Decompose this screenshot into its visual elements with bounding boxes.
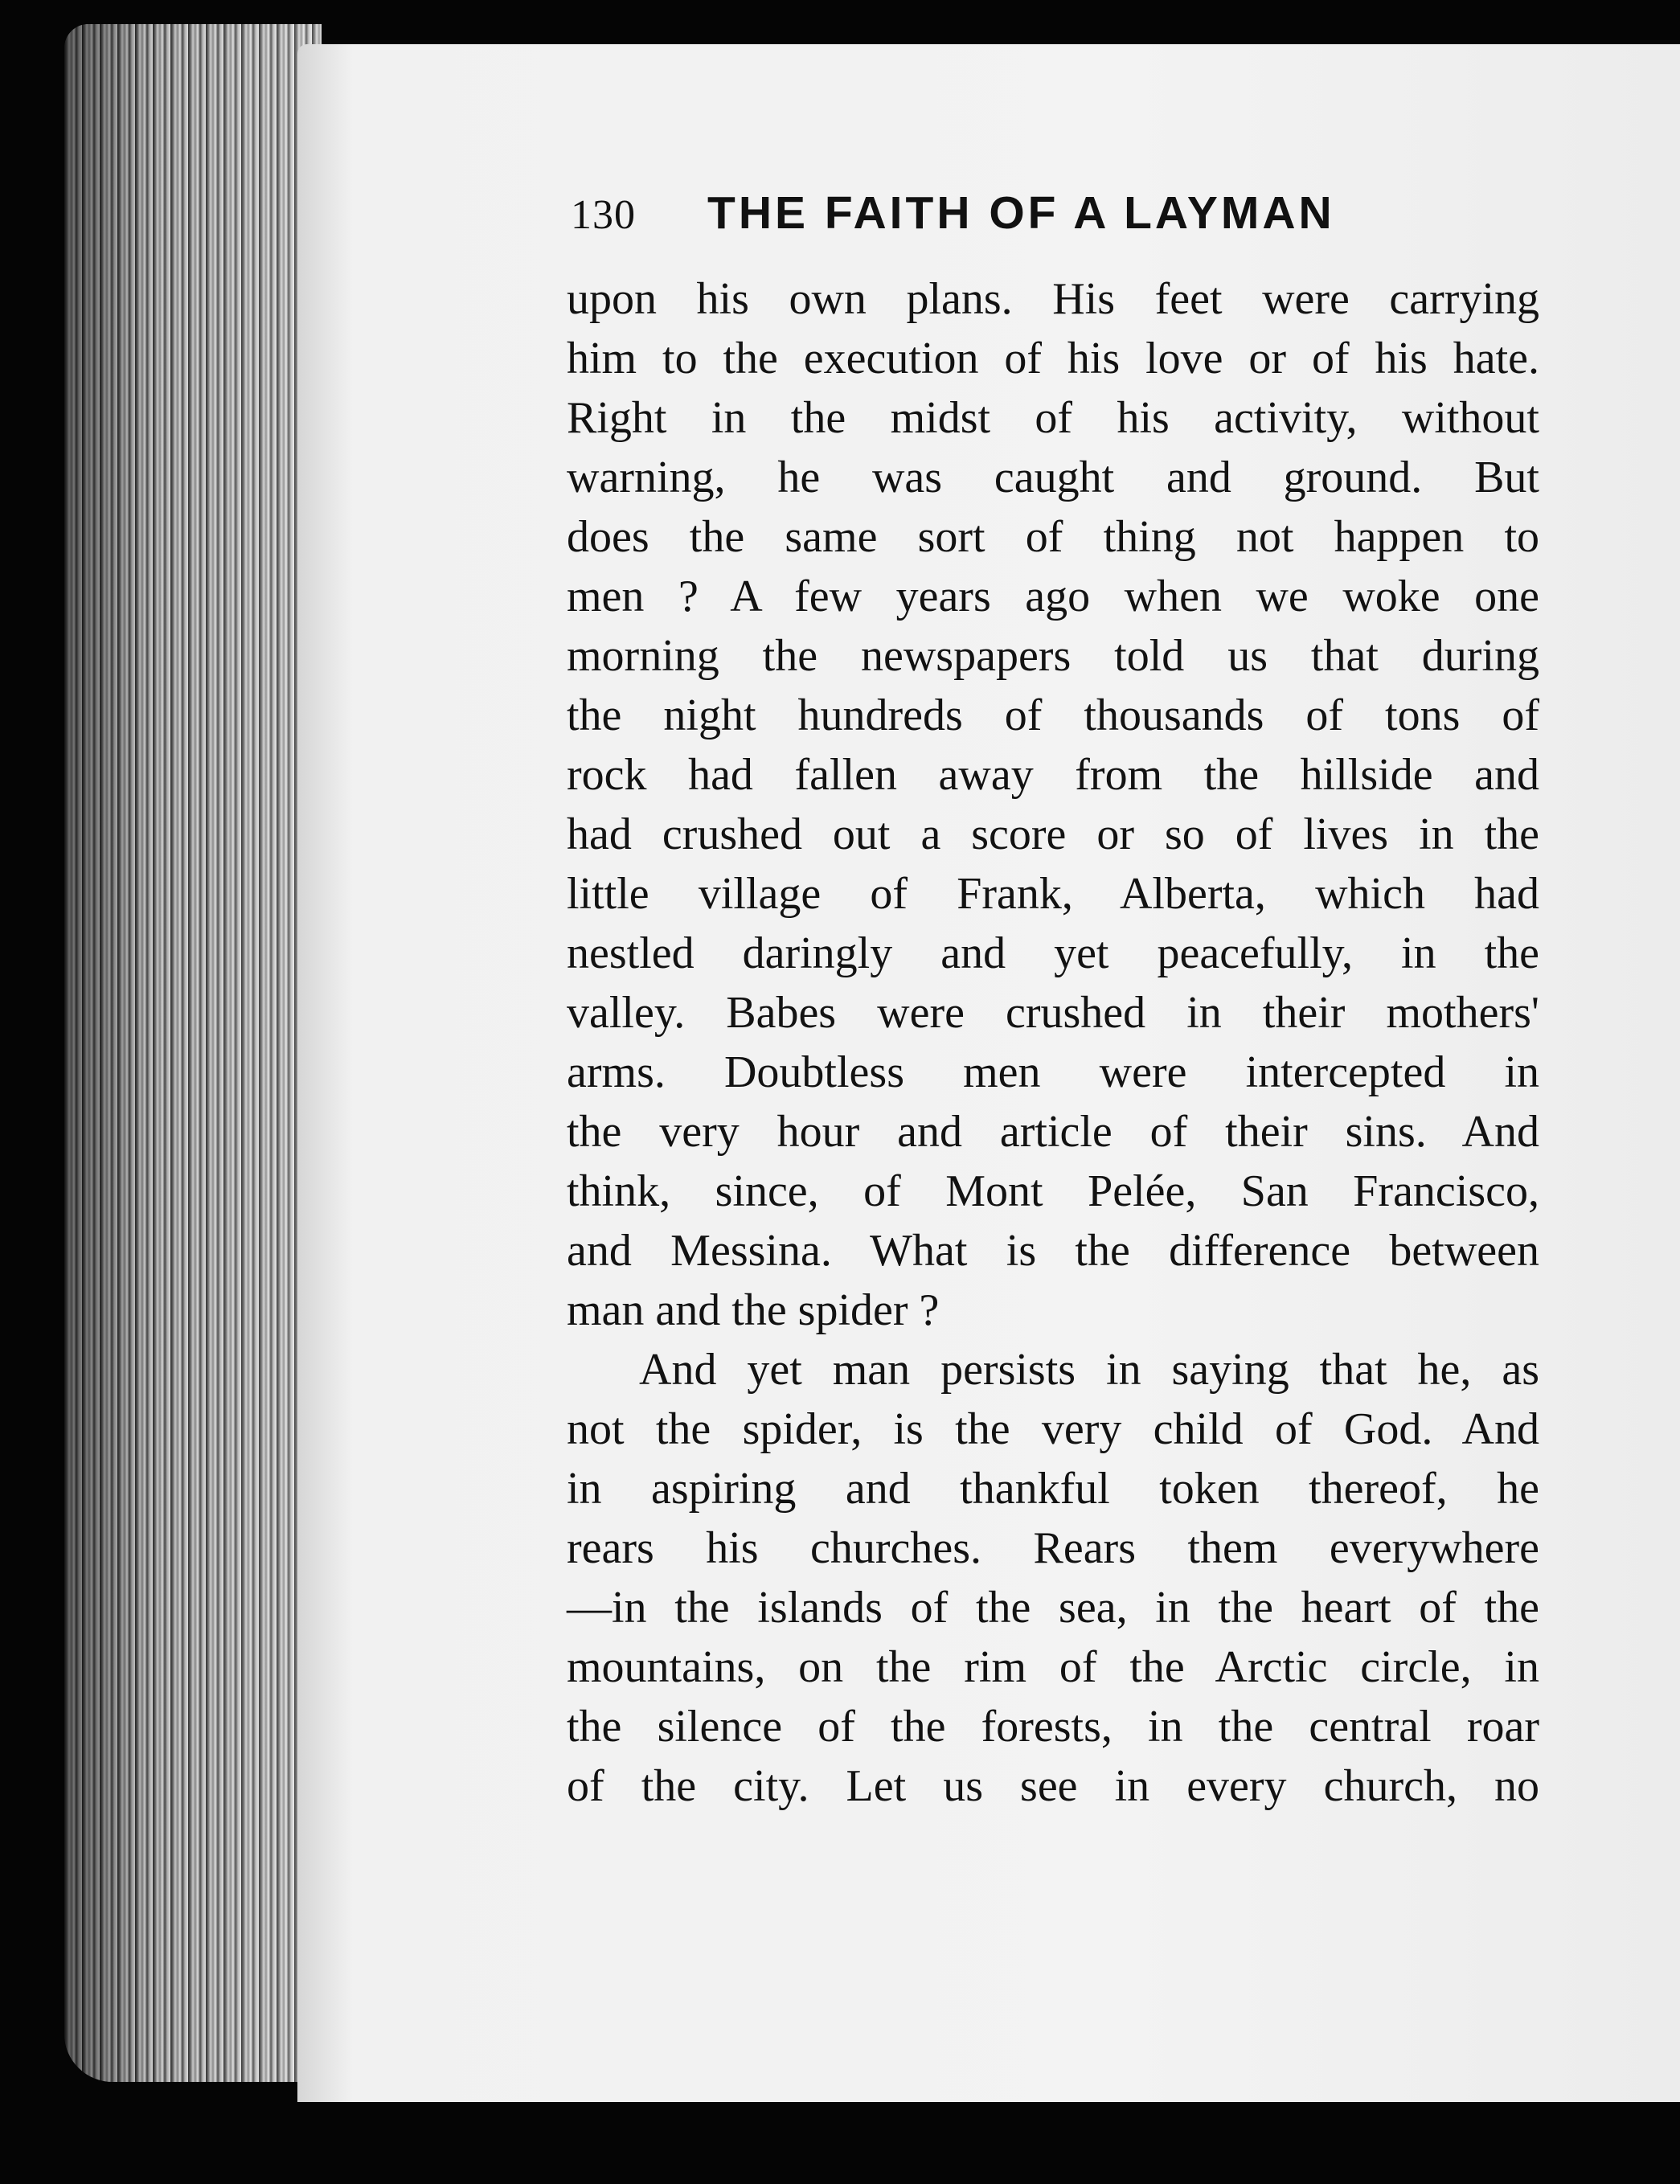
text-line: rock had fallen away from the hillside and	[567, 750, 1539, 800]
text-line: men ? A few years ago when we woke one	[567, 572, 1539, 621]
text-line: little village of Frank, Alberta, which had	[567, 869, 1539, 919]
text-line: Right in the midst of his activity, without	[567, 393, 1539, 443]
text-line: upon his own plans. His feet were carrying	[567, 274, 1539, 324]
text-line: the silence of the forests, in the central roar	[567, 1702, 1539, 1752]
text-line: the night hundreds of thousands of tons of	[567, 690, 1539, 740]
page-edges	[64, 24, 322, 2082]
text-line: and Messina. What is the difference between	[567, 1226, 1539, 1276]
text-line: think, since, of Mont Pelée, San Francisco,	[567, 1166, 1539, 1216]
text-line: not the spider, is the very child of God. And	[567, 1404, 1539, 1454]
text-line: —in the islands of the sea, in the heart of the	[567, 1583, 1539, 1633]
body-text	[567, 269, 1539, 1816]
text-line: nestled daringly and yet peacefully, in the	[567, 928, 1539, 978]
running-title: THE FAITH OF A LAYMAN	[707, 187, 1335, 239]
text-line: mountains, on the rim of the Arctic circle, in	[567, 1642, 1539, 1692]
text-line: man and the spider ?	[567, 1285, 940, 1335]
text-line: does the same sort of thing not happen to	[567, 512, 1539, 562]
text-line: the very hour and article of their sins. And	[567, 1107, 1539, 1157]
text-line: rears his churches. Rears them everywhere	[567, 1523, 1539, 1573]
page-number: 130	[571, 192, 636, 238]
text-line: valley. Babes were crushed in their mothers'	[567, 988, 1539, 1038]
text-line: And yet man persists in saying that he, as	[639, 1345, 1539, 1395]
text-line: him to the execution of his love or of his hate.	[567, 334, 1539, 383]
text-line: in aspiring and thankful token thereof, he	[567, 1464, 1539, 1514]
text-line: arms. Doubtless men were intercepted in	[567, 1047, 1539, 1097]
page-header	[571, 186, 1535, 251]
text-line: had crushed out a score or so of lives in the	[567, 809, 1539, 859]
text-line: morning the newspapers told us that during	[567, 631, 1539, 681]
text-line: warning, he was caught and ground. But	[567, 453, 1539, 502]
text-line: of the city. Let us see in every church, no	[567, 1761, 1539, 1811]
